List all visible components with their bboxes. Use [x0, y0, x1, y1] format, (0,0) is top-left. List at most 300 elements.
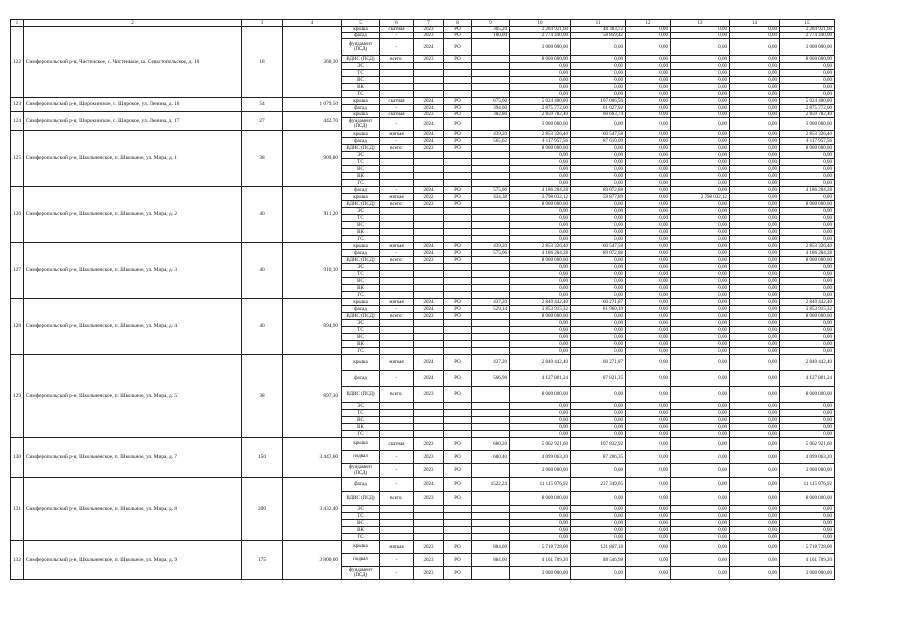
- cell-method: [444, 431, 472, 438]
- cell-year: 2024: [414, 105, 444, 112]
- cell-fund-owners: 4 186 284,28: [780, 250, 835, 257]
- cell-fund-owners: 0,00: [780, 166, 835, 173]
- cell-method: [444, 166, 472, 173]
- cell-method: РО: [444, 131, 472, 138]
- cell-fund-regional: 0,00: [671, 541, 730, 554]
- cell-volume: [472, 417, 510, 424]
- cell-roof-type: [380, 327, 414, 334]
- cell-fund-local: 0,00: [730, 438, 780, 451]
- cell-fund-federal: 0,00: [626, 264, 671, 271]
- cell-year: [414, 84, 444, 91]
- cell-year: [414, 229, 444, 236]
- cell-cost: 8 000 000,00: [510, 492, 571, 506]
- cell-method: РО: [444, 201, 472, 208]
- cell-fund-owners: 4 099 063,20: [780, 451, 835, 464]
- cell-fund-owners: 2 875 772,00: [780, 105, 835, 112]
- cell-cost: 4 127 801,24: [510, 371, 571, 387]
- cell-fund-local: 0,00: [730, 105, 780, 112]
- cell-fund-federal: 0,00: [626, 271, 671, 278]
- cell-cost: 0,00: [510, 208, 571, 215]
- cell-fund-local: 0,00: [730, 91, 780, 98]
- cell-cost: 0,00: [510, 271, 571, 278]
- cell-fund-local: 0,00: [730, 464, 780, 478]
- entry-area: 442,70: [283, 112, 342, 131]
- cell-year: 2023: [414, 201, 444, 208]
- cell-fund-local: 0,00: [730, 341, 780, 348]
- cell-roof-type: [380, 236, 414, 243]
- cell-year: [414, 292, 444, 299]
- cell-fund-local: 0,00: [730, 84, 780, 91]
- cell-fund-regional: 0,00: [671, 424, 730, 431]
- cell-unit-cost: 89 072,88: [571, 187, 626, 194]
- cell-fund-federal: 0,00: [626, 438, 671, 451]
- cell-fund-federal: 0,00: [626, 285, 671, 292]
- cell-roof-type: [380, 348, 414, 355]
- entry-area: 3 432,40: [283, 478, 342, 541]
- cell-fund-regional: 0,00: [671, 243, 730, 250]
- cell-work-type: ВДИС (ПСД): [342, 201, 380, 208]
- cell-fund-regional: 0,00: [671, 567, 730, 580]
- cell-volume: [472, 145, 510, 152]
- cell-fund-regional: 0,00: [671, 70, 730, 77]
- cell-roof-type: [380, 341, 414, 348]
- cell-cost: 0,00: [510, 348, 571, 355]
- cell-work-type: фасад: [342, 138, 380, 145]
- cell-cost: 0,00: [510, 215, 571, 222]
- cell-fund-local: 0,00: [730, 387, 780, 403]
- cell-fund-local: 0,00: [730, 348, 780, 355]
- cell-cost: 0,00: [510, 534, 571, 541]
- cell-volume: [472, 292, 510, 299]
- cell-fund-local: 0,00: [730, 403, 780, 410]
- cell-fund-federal: 0,00: [626, 56, 671, 63]
- cell-volume: [472, 118, 510, 131]
- cell-work-type: крыша: [342, 194, 380, 201]
- column-header-5: 5: [342, 20, 380, 27]
- cell-cost: 0,00: [510, 506, 571, 513]
- cell-method: РО: [444, 118, 472, 131]
- cell-roof-type: мягкая: [380, 243, 414, 250]
- cell-year: [414, 222, 444, 229]
- cell-method: РО: [444, 138, 472, 145]
- table-row: [11, 299, 835, 306]
- table-row: [11, 478, 835, 492]
- cell-roof-type: [380, 278, 414, 285]
- column-header-3: 3: [242, 20, 283, 27]
- entry-address: Симферопольский р-н, Школьненское, п. Школьное, ул. Мира, д. 8: [24, 478, 242, 541]
- entry-area: 894,90: [283, 299, 342, 355]
- cell-fund-regional: 0,00: [671, 63, 730, 70]
- cell-unit-cost: 0,00: [571, 285, 626, 292]
- cell-unit-cost: 0,00: [571, 201, 626, 208]
- cell-work-type: ВК: [342, 173, 380, 180]
- cell-cost: 2 875 772,00: [510, 105, 571, 112]
- cell-cost: 0,00: [510, 327, 571, 334]
- cell-unit-cost: 0,00: [571, 271, 626, 278]
- cell-volume: [472, 424, 510, 431]
- cell-fund-regional: 0,00: [671, 39, 730, 56]
- cell-fund-federal: 0,00: [626, 292, 671, 299]
- cell-volume: [472, 431, 510, 438]
- cell-unit-cost: 0,00: [571, 534, 626, 541]
- cell-work-type: ВК: [342, 424, 380, 431]
- entry-address: Симферопольский р-н, Школьненское, п. Школьное, ул. Мира, д. 2: [24, 187, 242, 243]
- cell-fund-federal: 0,00: [626, 166, 671, 173]
- cell-method: РО: [444, 299, 472, 306]
- cell-volume: [472, 271, 510, 278]
- cell-fund-regional: 0,00: [671, 348, 730, 355]
- cell-method: [444, 513, 472, 520]
- cell-volume: 529,14: [472, 306, 510, 313]
- cell-year: [414, 424, 444, 431]
- cell-volume: [472, 278, 510, 285]
- table-row: [11, 355, 835, 371]
- cell-fund-federal: 0,00: [626, 229, 671, 236]
- cell-fund-local: 0,00: [730, 264, 780, 271]
- cell-fund-federal: 0,00: [626, 84, 671, 91]
- cell-fund-regional: 0,00: [671, 278, 730, 285]
- cell-year: [414, 527, 444, 534]
- cell-fund-local: 0,00: [730, 118, 780, 131]
- cell-fund-regional: 0,00: [671, 554, 730, 567]
- cell-year: 2024: [414, 243, 444, 250]
- cell-fund-owners: 5 718 728,00: [780, 541, 835, 554]
- cell-unit-cost: 0,00: [571, 208, 626, 215]
- cell-roof-type: всего:: [380, 257, 414, 264]
- cell-roof-type: [380, 166, 414, 173]
- cell-fund-owners: 3 000 000,00: [780, 464, 835, 478]
- column-header-4: 4: [283, 20, 342, 27]
- cell-fund-owners: 0,00: [780, 208, 835, 215]
- cell-volume: [472, 464, 510, 478]
- cell-volume: 439,20: [472, 243, 510, 250]
- cell-method: [444, 264, 472, 271]
- cell-fund-local: 0,00: [730, 187, 780, 194]
- cell-fund-regional: 0,00: [671, 159, 730, 166]
- cell-roof-type: [380, 84, 414, 91]
- cell-cost: 3 853 915,32: [510, 306, 571, 313]
- cell-method: РО: [444, 451, 472, 464]
- cell-fund-local: 0,00: [730, 541, 780, 554]
- cell-method: РО: [444, 306, 472, 313]
- cell-work-type: ВДИС (ПСД): [342, 387, 380, 403]
- cell-method: РО: [444, 371, 472, 387]
- cell-unit-cost: 0,00: [571, 348, 626, 355]
- cell-fund-local: 0,00: [730, 424, 780, 431]
- entry-apartments: 40: [242, 243, 283, 299]
- cell-cost: 4 099 063,20: [510, 451, 571, 464]
- cell-year: 2023: [414, 541, 444, 554]
- cell-fund-owners: 0,00: [780, 506, 835, 513]
- cell-fund-federal: 0,00: [626, 145, 671, 152]
- cell-fund-owners: 0,00: [780, 70, 835, 77]
- cell-roof-type: скатная: [380, 27, 414, 33]
- cell-fund-local: 0,00: [730, 112, 780, 118]
- cell-method: [444, 173, 472, 180]
- cell-method: РО: [444, 98, 472, 105]
- cell-fund-local: 0,00: [730, 131, 780, 138]
- cell-unit-cost: 0,00: [571, 166, 626, 173]
- cell-method: [444, 84, 472, 91]
- cell-year: [414, 91, 444, 98]
- cell-fund-federal: 0,00: [626, 112, 671, 118]
- cell-roof-type: -: [380, 451, 414, 464]
- cell-roof-type: [380, 513, 414, 520]
- cell-unit-cost: 87 610,09: [571, 138, 626, 145]
- entry-apartments: 38: [242, 355, 283, 438]
- cell-unit-cost: 0,00: [571, 173, 626, 180]
- cell-year: 2023: [414, 313, 444, 320]
- cell-year: [414, 320, 444, 327]
- entry-area: 909,80: [283, 131, 342, 187]
- cell-unit-cost: 0,00: [571, 417, 626, 424]
- cell-year: [414, 278, 444, 285]
- cell-work-type: ВК: [342, 229, 380, 236]
- cell-unit-cost: 81 960,19: [571, 306, 626, 313]
- cell-fund-owners: 4 161 709,20: [780, 554, 835, 567]
- cell-cost: 0,00: [510, 63, 571, 70]
- entry-address: Симферопольский р-н, Школьненское, п. Школьное, ул. Мира, д. 1: [24, 131, 242, 187]
- cell-year: [414, 173, 444, 180]
- cell-fund-local: 0,00: [730, 159, 780, 166]
- cell-fund-local: 0,00: [730, 166, 780, 173]
- cell-year: 2023: [414, 492, 444, 506]
- cell-unit-cost: 0,00: [571, 84, 626, 91]
- cell-method: [444, 424, 472, 431]
- cell-fund-federal: 0,00: [626, 371, 671, 387]
- cell-fund-owners: 2 840 442,40: [780, 299, 835, 306]
- cell-cost: 0,00: [510, 278, 571, 285]
- cell-work-type: крыша: [342, 243, 380, 250]
- cell-fund-regional: 0,00: [671, 292, 730, 299]
- cell-fund-federal: 0,00: [626, 313, 671, 320]
- cell-fund-local: 0,00: [730, 138, 780, 145]
- cell-fund-owners: 0,00: [780, 215, 835, 222]
- cell-volume: [472, 56, 510, 63]
- entry-apartments: 40: [242, 187, 283, 243]
- column-header-2: 2: [24, 20, 242, 27]
- entry-number: 123: [11, 98, 24, 112]
- cell-roof-type: -: [380, 118, 414, 131]
- cell-fund-regional: 0,00: [671, 215, 730, 222]
- cell-roof-type: [380, 417, 414, 424]
- cell-cost: 0,00: [510, 91, 571, 98]
- cell-fund-federal: 0,00: [626, 27, 671, 33]
- cell-fund-regional: 0,00: [671, 77, 730, 84]
- cell-work-type: фасад: [342, 187, 380, 194]
- cell-unit-cost: 0,00: [571, 159, 626, 166]
- cell-year: 2024: [414, 138, 444, 145]
- cell-roof-type: [380, 292, 414, 299]
- table-row: [11, 541, 835, 554]
- cell-year: 2024: [414, 187, 444, 194]
- column-header-10: 10: [510, 20, 571, 27]
- cell-roof-type: -: [380, 33, 414, 39]
- cell-work-type: подвал: [342, 554, 380, 567]
- cell-unit-cost: 0,00: [571, 278, 626, 285]
- cell-fund-federal: 0,00: [626, 236, 671, 243]
- cell-year: [414, 208, 444, 215]
- cell-fund-regional: 0,00: [671, 56, 730, 63]
- cell-work-type: ВС: [342, 417, 380, 424]
- cell-unit-cost: 0,00: [571, 567, 626, 580]
- cell-cost: 2 774 440,00: [510, 33, 571, 39]
- cell-method: [444, 208, 472, 215]
- cell-fund-federal: 0,00: [626, 513, 671, 520]
- cell-fund-federal: 0,00: [626, 278, 671, 285]
- cell-unit-cost: 60 547,58: [571, 243, 626, 250]
- cell-unit-cost: 88 546,98: [571, 554, 626, 567]
- cell-fund-regional: 0,00: [671, 371, 730, 387]
- cell-cost: 0,00: [510, 173, 571, 180]
- cell-roof-type: [380, 424, 414, 431]
- cell-fund-federal: 0,00: [626, 478, 671, 492]
- cell-fund-local: 0,00: [730, 236, 780, 243]
- cell-unit-cost: 0,00: [571, 236, 626, 243]
- cell-volume: [472, 387, 510, 403]
- cell-fund-local: 0,00: [730, 229, 780, 236]
- cell-unit-cost: 0,00: [571, 63, 626, 70]
- cell-cost: 0,00: [510, 292, 571, 299]
- cell-fund-regional: 0,00: [671, 534, 730, 541]
- cell-roof-type: мягкая: [380, 355, 414, 371]
- cell-year: 2024: [414, 39, 444, 56]
- cell-volume: [472, 39, 510, 56]
- cell-roof-type: [380, 152, 414, 159]
- cell-volume: [472, 84, 510, 91]
- cell-fund-local: 0,00: [730, 77, 780, 84]
- cell-cost: 0,00: [510, 285, 571, 292]
- cell-work-type: ЭС: [342, 506, 380, 513]
- cell-cost: 0,00: [510, 222, 571, 229]
- cell-fund-regional: 0,00: [671, 285, 730, 292]
- cell-fund-federal: 0,00: [626, 194, 671, 201]
- cell-roof-type: [380, 506, 414, 513]
- cell-work-type: ГС: [342, 348, 380, 355]
- entry-apartments: 18: [242, 27, 283, 98]
- cell-fund-regional: 0,00: [671, 334, 730, 341]
- cell-fund-local: 0,00: [730, 215, 780, 222]
- entry-area: 3 800,60: [283, 541, 342, 580]
- entry-number: 132: [11, 541, 24, 580]
- cell-volume: 180,00: [472, 33, 510, 39]
- cell-fund-federal: 0,00: [626, 33, 671, 39]
- cell-roof-type: мягкая: [380, 299, 414, 306]
- cell-year: [414, 334, 444, 341]
- cell-cost: 3 000 000,00: [510, 567, 571, 580]
- cell-method: РО: [444, 112, 472, 118]
- cell-fund-owners: 4 117 957,56: [780, 138, 835, 145]
- cell-work-type: ВДИС (ПСД): [342, 56, 380, 63]
- cell-fund-owners: 0,00: [780, 278, 835, 285]
- cell-year: 2024: [414, 299, 444, 306]
- cell-fund-regional: 0,00: [671, 513, 730, 520]
- cell-fund-federal: 0,00: [626, 417, 671, 424]
- cell-work-type: ВС: [342, 278, 380, 285]
- cell-fund-owners: 8 000 000,00: [780, 201, 835, 208]
- cell-cost: 0,00: [510, 527, 571, 534]
- cell-work-type: ВС: [342, 222, 380, 229]
- cell-work-type: крыша: [342, 98, 380, 105]
- cell-cost: 0,00: [510, 520, 571, 527]
- cell-fund-local: 0,00: [730, 355, 780, 371]
- cell-fund-federal: 0,00: [626, 250, 671, 257]
- cell-work-type: ВК: [342, 341, 380, 348]
- cell-work-type: крыша: [342, 131, 380, 138]
- cell-work-type: ВДИС (ПСД): [342, 145, 380, 152]
- cell-cost: 3 000 000,00: [510, 118, 571, 131]
- cell-fund-owners: 2 853 326,40: [780, 131, 835, 138]
- cell-work-type: крыша: [342, 112, 380, 118]
- cell-fund-regional: 0,00: [671, 145, 730, 152]
- cell-fund-owners: 0,00: [780, 527, 835, 534]
- entry-address: Симферопольский р-н, Школьненское, п. Школьное, ул. Мира, д. 9: [24, 541, 242, 580]
- cell-cost: 4 161 709,20: [510, 554, 571, 567]
- cell-method: [444, 285, 472, 292]
- entry-area: 3 447,60: [283, 438, 342, 478]
- cell-fund-regional: 0,00: [671, 84, 730, 91]
- cell-cost: 2 853 326,40: [510, 131, 571, 138]
- cell-fund-federal: 0,00: [626, 105, 671, 112]
- cell-roof-type: всего:: [380, 201, 414, 208]
- cell-fund-local: 0,00: [730, 520, 780, 527]
- entry-address: Симферопольский р-н, Школьненское, п. Школьное, ул. Мира, д. 4: [24, 299, 242, 355]
- cell-fund-owners: 0,00: [780, 403, 835, 410]
- cell-fund-federal: 0,00: [626, 222, 671, 229]
- cell-fund-federal: 0,00: [626, 341, 671, 348]
- cell-roof-type: [380, 159, 414, 166]
- cell-year: 2023: [414, 112, 444, 118]
- cell-year: 2024: [414, 98, 444, 105]
- cell-fund-federal: 0,00: [626, 131, 671, 138]
- cell-volume: [472, 77, 510, 84]
- cell-work-type: ТС: [342, 327, 380, 334]
- cell-year: 2023: [414, 387, 444, 403]
- cell-method: [444, 327, 472, 334]
- cell-work-type: подвал: [342, 451, 380, 464]
- cell-fund-owners: 0,00: [780, 341, 835, 348]
- cell-fund-local: 0,00: [730, 257, 780, 264]
- cell-work-type: ЭС: [342, 320, 380, 327]
- cell-fund-owners: 8 000 000,00: [780, 313, 835, 320]
- cell-work-type: ГС: [342, 431, 380, 438]
- cell-cost: 2 840 442,40: [510, 299, 571, 306]
- cell-year: [414, 520, 444, 527]
- cell-fund-owners: 0,00: [780, 348, 835, 355]
- cell-work-type: ГС: [342, 236, 380, 243]
- cell-unit-cost: 0,00: [571, 313, 626, 320]
- cell-fund-regional: 0,00: [671, 27, 730, 33]
- cell-fund-regional: 0,00: [671, 464, 730, 478]
- cell-fund-local: 0,00: [730, 63, 780, 70]
- cell-fund-federal: 0,00: [626, 541, 671, 554]
- cell-year: [414, 63, 444, 70]
- cell-roof-type: -: [380, 371, 414, 387]
- cell-roof-type: всего:: [380, 387, 414, 403]
- cell-roof-type: скатная: [380, 438, 414, 451]
- cell-fund-regional: 0,00: [671, 187, 730, 194]
- cell-unit-cost: 107 832,92: [571, 438, 626, 451]
- cell-fund-regional: 0,00: [671, 166, 730, 173]
- cell-cost: 4 186 284,28: [510, 250, 571, 257]
- cell-work-type: ВС: [342, 166, 380, 173]
- cell-fund-local: 0,00: [730, 410, 780, 417]
- column-header-14: 14: [730, 20, 780, 27]
- cell-unit-cost: 0,00: [571, 424, 626, 431]
- cell-method: [444, 527, 472, 534]
- cell-fund-federal: 0,00: [626, 152, 671, 159]
- cell-year: [414, 341, 444, 348]
